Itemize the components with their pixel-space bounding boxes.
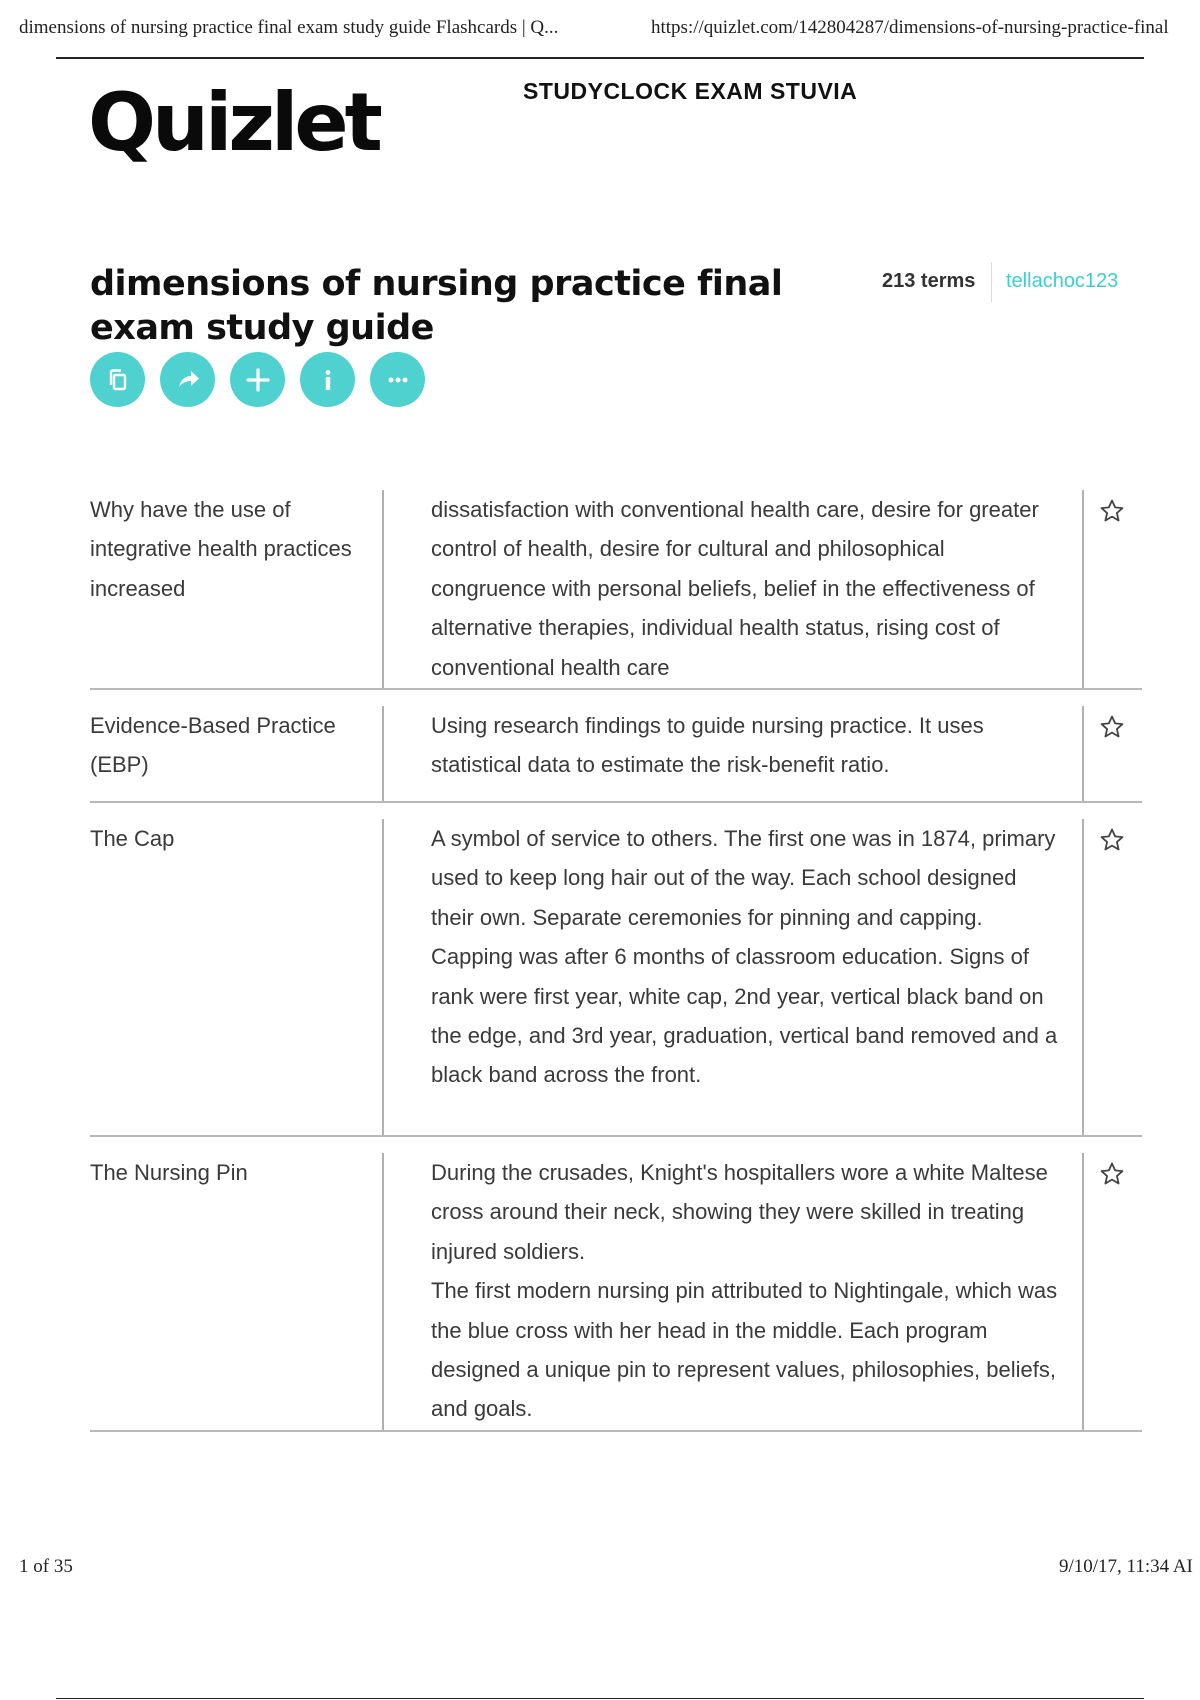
more-icon [384,366,412,394]
info-icon [314,366,342,394]
quizlet-logo[interactable]: Quizlet [88,76,379,169]
info-button[interactable] [300,352,355,407]
print-timestamp: 9/10/17, 11:34 AI [1059,1556,1193,1577]
star-icon[interactable] [1099,1161,1125,1187]
flashcard-row [90,819,1142,1137]
watermark-stamp: STUDYCLOCK EXAM STUVIA [523,78,858,104]
card-definition: During the crusades, Knight's hospitallers wore a white Maltese cross around their neck, showing they were skilled in treating injured soldiers. The first modern nursing pin attributed to Nightingale, which was the blue cross with her head in the middle. Each program designed a unique pin to represent values, philosophies, beliefs, and goals. [384,1153,1084,1430]
print-page-title: dimensions of nursing practice final exam study guide Flashcards | Q... [19,17,559,38]
page-number: 1 of 35 [19,1556,73,1577]
star-icon[interactable] [1099,498,1125,524]
author-link[interactable]: tellachoc123 [1006,270,1119,292]
copy-icon [105,367,131,393]
set-title: dimensions of nursing practice final exam study guide [90,264,783,348]
star-icon[interactable] [1099,714,1125,740]
flashcard-list [90,490,1142,1432]
terms-count: 213 terms [882,270,976,292]
card-term: Evidence-Based Practice (EBP) [90,706,384,801]
card-definition: A symbol of service to others. The first one was in 1874, primary used to keep long hair out of the way. Each school designed their own. Separate ceremonies for pinning and capping. Capping was after 6 months of classroom education. Signs of rank were first year, white cap, 2nd year, vertical black band on the edge, and 3rd year, graduation, vertical band removed and a black band across the front. [384,819,1084,1135]
star-icon[interactable] [1099,827,1125,853]
footer-rule [56,1698,1144,1699]
flashcard-row [90,490,1142,690]
card-definition: Using research findings to guide nursing practice. It uses statistical data to estimate the risk-benefit ratio. [384,706,1084,801]
print-header [0,0,1200,58]
share-button[interactable] [160,352,215,407]
print-page-url: https://quizlet.com/142804287/dimensions-of-nursing-practice-final [651,17,1169,38]
meta-divider [991,262,992,302]
flashcard-row [90,1153,1142,1432]
more-button[interactable] [370,352,425,407]
card-term: Why have the use of integrative health practices increased [90,490,384,688]
card-definition: dissatisfaction with conventional health care, desire for greater control of health, desire for cultural and philosophical congruence with personal beliefs, belief in the effectiveness of alternative therapies, individual health status, rising cost of conventional health care [384,490,1084,688]
flashcard-row [90,706,1142,803]
copy-button[interactable] [90,352,145,407]
card-term: The Cap [90,819,384,1135]
set-actions [90,352,425,407]
header-rule [56,57,1144,59]
add-button[interactable] [230,352,285,407]
share-icon [174,366,202,394]
card-term: The Nursing Pin [90,1153,384,1430]
add-icon [244,366,272,394]
